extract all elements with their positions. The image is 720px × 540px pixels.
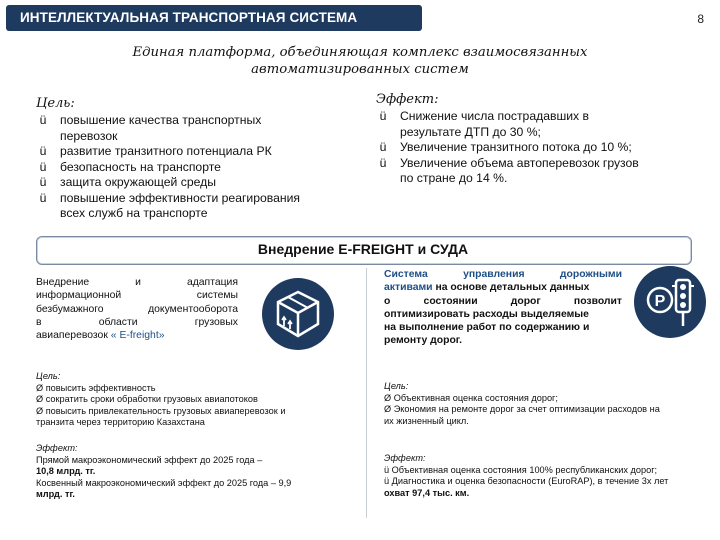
check-icon: ü bbox=[39, 113, 47, 127]
parking-traffic-light-icon bbox=[634, 266, 706, 338]
suda-name: Система управления дорожными bbox=[384, 269, 622, 280]
effect-list bbox=[376, 109, 706, 187]
suda-goal bbox=[384, 381, 704, 427]
goal-heading: Цель: bbox=[36, 96, 75, 111]
page-title: ИНТЕЛЛЕКТУАЛЬНАЯ ТРАНСПОРТНАЯ СИСТЕМА bbox=[6, 5, 422, 31]
efreight-effect-value: млрд. тг. bbox=[36, 489, 75, 500]
column-divider bbox=[366, 268, 367, 518]
effect-item bbox=[376, 156, 706, 187]
suda-goal-item: Ø Экономия на ремонте дорог за счет оптимизации расходов на bbox=[384, 404, 660, 415]
box-shipping-icon bbox=[262, 278, 334, 350]
goal-item bbox=[36, 144, 346, 160]
svg-text:P: P bbox=[654, 293, 666, 310]
suda-intro-line: ремонту дорог. bbox=[384, 335, 462, 347]
suda-intro bbox=[384, 268, 622, 348]
suda-intro-line: оптимизировать расходы выделяемые bbox=[384, 308, 589, 320]
suda-goal-item: Ø Объективная оценка состояния дорог; bbox=[384, 392, 558, 403]
suda-effect-line: ü Объективная оценка состояния 100% республиканских дорог; bbox=[384, 464, 658, 475]
suda-goal-heading: Цель: bbox=[384, 381, 409, 391]
efreight-goal-item: Ø сократить сроки обработки грузовых авиапотоков bbox=[36, 394, 258, 405]
subtitle bbox=[60, 44, 660, 78]
effect-item bbox=[376, 109, 706, 140]
efreight-intro-line: безбумажного документооборота bbox=[36, 303, 238, 315]
check-icon: ü bbox=[39, 175, 47, 189]
effect-heading: Эффект: bbox=[376, 92, 439, 107]
efreight-goal-item: Ø повысить эффективность bbox=[36, 382, 156, 393]
suda-effect-line: ü Диагностика и оценка безопасности (EuroRAP), в течение 3х лет bbox=[384, 476, 669, 487]
banner-title: Внедрение E-FREIGHT и СУДА bbox=[257, 241, 469, 257]
suda-intro-line2 bbox=[384, 281, 622, 294]
suda-effect bbox=[384, 453, 704, 499]
goal-item-text: безопасность на транспорте bbox=[60, 159, 221, 174]
goal-item-text: защита окружающей среды bbox=[60, 175, 216, 189]
efreight-effect-value: 10,8 млрд. тг. bbox=[36, 466, 96, 477]
suda-intro-text: на основе детальных данных bbox=[432, 282, 590, 294]
efreight-name: « E-freight» bbox=[110, 330, 165, 341]
box-shipping-icon-svg bbox=[262, 278, 334, 350]
effect-item-text-cont: результате ДТП до 30 %; bbox=[400, 124, 541, 139]
efreight-effect-heading: Эффект: bbox=[36, 443, 78, 453]
goal-section bbox=[36, 96, 346, 222]
parking-traffic-light-icon-svg bbox=[634, 266, 706, 338]
suda-intro-line: о состоянии дорог позволит bbox=[384, 295, 622, 307]
efreight-intro bbox=[36, 276, 238, 329]
subtitle-line-2: автоматизированных систем bbox=[251, 62, 469, 77]
efreight-effect-line: Косвенный макроэкономический эффект до 2025 года – 9,9 bbox=[36, 477, 292, 488]
check-icon: ü bbox=[39, 159, 47, 174]
efreight-goal-item: транзита через территорию Казахстана bbox=[36, 417, 205, 428]
efreight-goal bbox=[36, 371, 356, 429]
check-icon: ü bbox=[39, 144, 47, 158]
effect-item-text: Увеличение объема автоперевозок грузов bbox=[400, 155, 639, 170]
check-icon: ü bbox=[39, 190, 47, 205]
suda-intro-line: на выполнение работ по содержанию и bbox=[384, 322, 590, 334]
effect-section bbox=[376, 92, 706, 187]
efreight-goal-item: Ø повысить привлекательность грузовых авиаперевозок и bbox=[36, 405, 286, 416]
goal-item-text-cont: перевозок bbox=[60, 128, 118, 143]
goal-item-text: повышение качества транспортных bbox=[60, 113, 262, 127]
goal-item-text: развитие транзитного потенциала РК bbox=[60, 144, 272, 158]
efreight-intro-line: в области грузовых bbox=[36, 316, 238, 328]
suda-goal-item: их жизненный цикл. bbox=[384, 415, 469, 426]
goal-item bbox=[36, 113, 346, 144]
check-icon: ü bbox=[379, 155, 387, 170]
efreight-intro-line: информационной системы bbox=[36, 290, 238, 302]
subtitle-line-1: Единая платформа, объединяющая комплекс взаимосвязанных bbox=[132, 45, 588, 60]
goal-item-text-cont: всех служб на транспорте bbox=[60, 206, 208, 220]
efreight-effect-line: Прямой макроэкономический эффект до 2025 года – bbox=[36, 454, 263, 465]
goal-item-text: повышение эффективности реагирования bbox=[60, 190, 301, 205]
effect-item-text: Снижение числа пострадавших в bbox=[400, 109, 590, 123]
efreight-goal-heading: Цель: bbox=[36, 371, 61, 381]
goal-item bbox=[36, 175, 346, 191]
effect-item-text: Увеличение транзитного потока до 10 %; bbox=[400, 140, 632, 154]
check-icon: ü bbox=[379, 109, 387, 123]
page-number: 8 bbox=[697, 12, 704, 26]
effect-item-text-cont: по стране до 14 %. bbox=[400, 171, 508, 185]
efreight-intro-last bbox=[36, 329, 246, 342]
effect-item bbox=[376, 140, 706, 156]
goal-list bbox=[36, 113, 346, 222]
efreight-effect bbox=[36, 443, 356, 501]
goal-item bbox=[36, 160, 346, 176]
check-icon: ü bbox=[379, 140, 387, 154]
suda-effect-heading: Эффект: bbox=[384, 453, 426, 463]
goal-item bbox=[36, 191, 346, 222]
efreight-intro-line: Внедрение и адаптация bbox=[36, 277, 238, 288]
efreight-intro-text: авиаперевозок bbox=[36, 330, 108, 341]
suda-effect-value: охват 97,4 тыс. км. bbox=[384, 487, 470, 498]
suda-name-cont: активами bbox=[384, 282, 433, 294]
